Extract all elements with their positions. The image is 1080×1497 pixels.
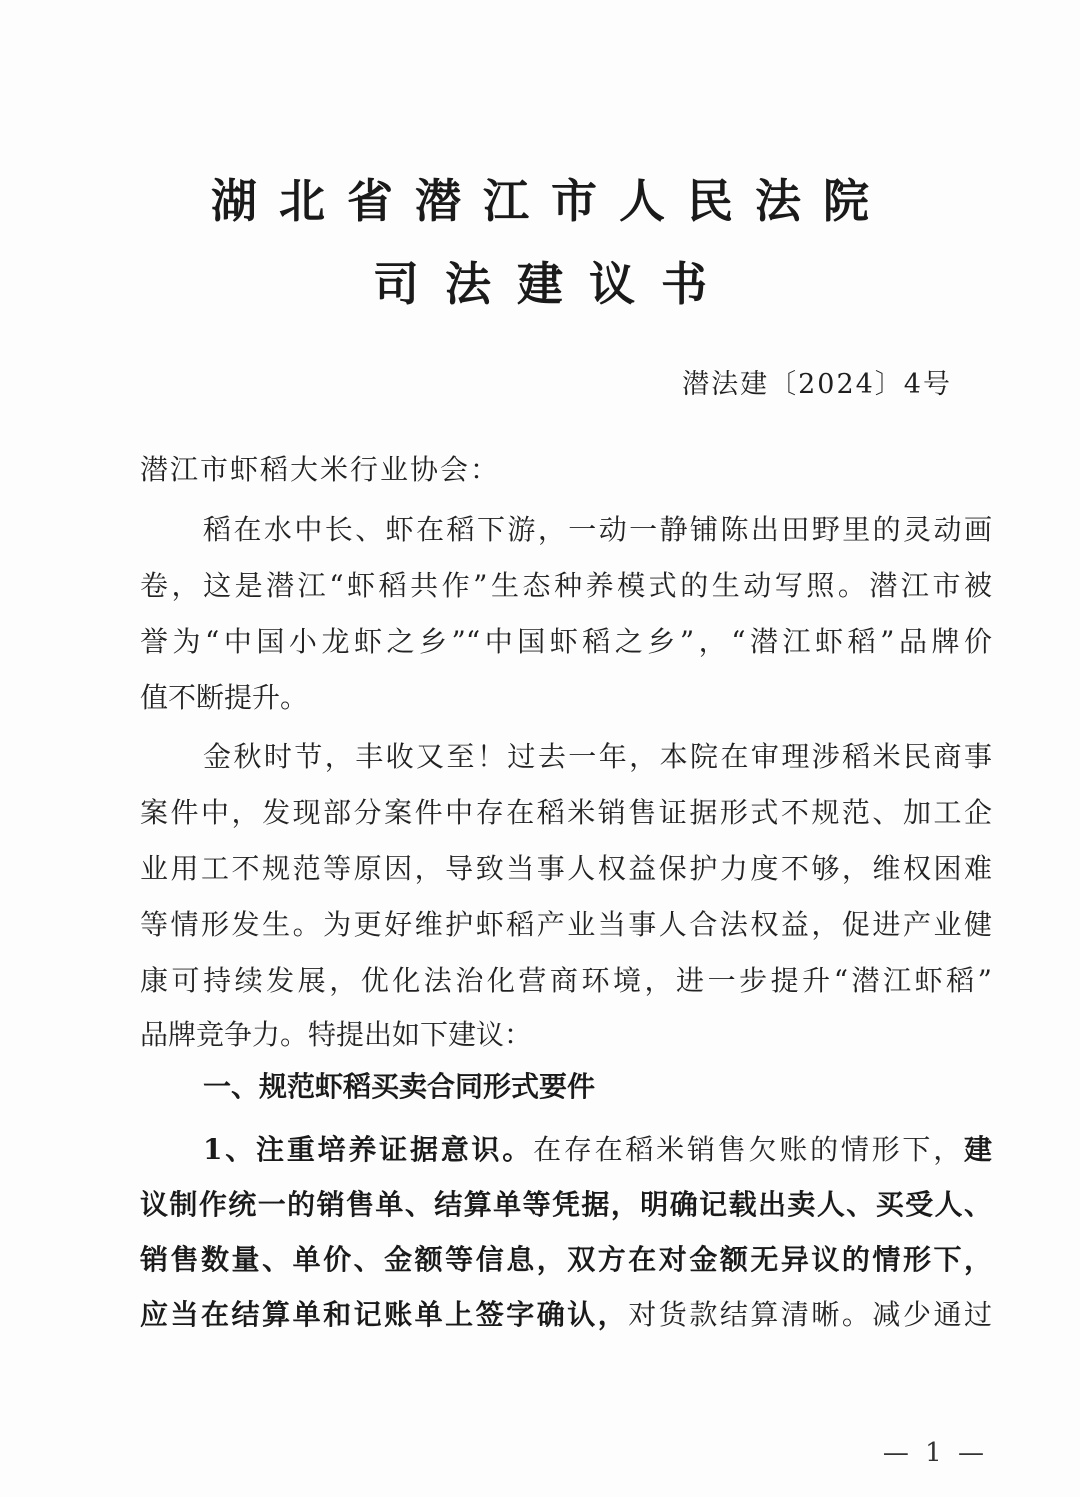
document-number: 潜法建〔2024〕4号 <box>682 369 952 400</box>
paragraph-1-line-2: 卷，这是潜江“虾稻共作”生态种养模式的生动写照。潜江市被 <box>140 569 992 602</box>
section-1-heading: 一、规范虾稻买卖合同形式要件 <box>203 1070 596 1103</box>
paragraph-1-line-3: 誉为“中国小龙虾之乡”“中国虾稻之乡”，“潜江虾稻”品牌价 <box>140 625 992 658</box>
item-1-title: 1、注重培养证据意识。 <box>203 1133 534 1166</box>
paragraph-2-line-4: 等情形发生。为更好维护虾稻产业当事人合法权益，促进产业健 <box>140 908 992 941</box>
item-1-line-3: 销售数量、单价、金额等信息，双方在对金额无异议的情形下， <box>140 1243 992 1276</box>
paragraph-2-line-1: 金秋时节，丰收又至！过去一年，本院在审理涉稻米民商事 <box>203 740 992 773</box>
item-1-line-2: 议制作统一的销售单、结算单等凭据，明确记载出卖人、买受人、 <box>140 1188 992 1221</box>
page-number: — 1 — <box>882 1438 988 1468</box>
item-1-line-4 <box>140 1295 992 1335</box>
paragraph-2-line-2: 案件中，发现部分案件中存在稻米销售证据形式不规范、加工企 <box>140 796 992 829</box>
paragraph-1-line-1: 稻在水中长、虾在稻下游，一动一静铺陈出田野里的灵动画 <box>203 513 992 546</box>
item-1-line-1-end: 建 <box>963 1133 992 1166</box>
item-1-line-1-text: 在存在稻米销售欠账的情形下， <box>533 1133 964 1166</box>
salutation: 潜江市虾稻大米行业协会： <box>140 453 501 486</box>
item-1-line-4-text: 对货款结算清晰。减少通过 <box>628 1298 992 1331</box>
item-1-line-4-bold: 应当在结算单和记账单上签字确认， <box>140 1298 629 1331</box>
paragraph-2-line-5: 康可持续发展，优化法治化营商环境，进一步提升“潜江虾稻” <box>140 964 992 997</box>
document-title-type: 司法建议书 <box>373 257 733 311</box>
item-1-line-1 <box>203 1130 992 1170</box>
paragraph-2-line-6: 品牌竞争力。特提出如下建议： <box>140 1018 533 1051</box>
document-title-court: 湖北省潜江市人民法院 <box>211 174 891 228</box>
paragraph-1-line-4: 值不断提升。 <box>140 681 309 714</box>
paragraph-2-line-3: 业用工不规范等原因，导致当事人权益保护力度不够，维权困难 <box>140 852 992 885</box>
